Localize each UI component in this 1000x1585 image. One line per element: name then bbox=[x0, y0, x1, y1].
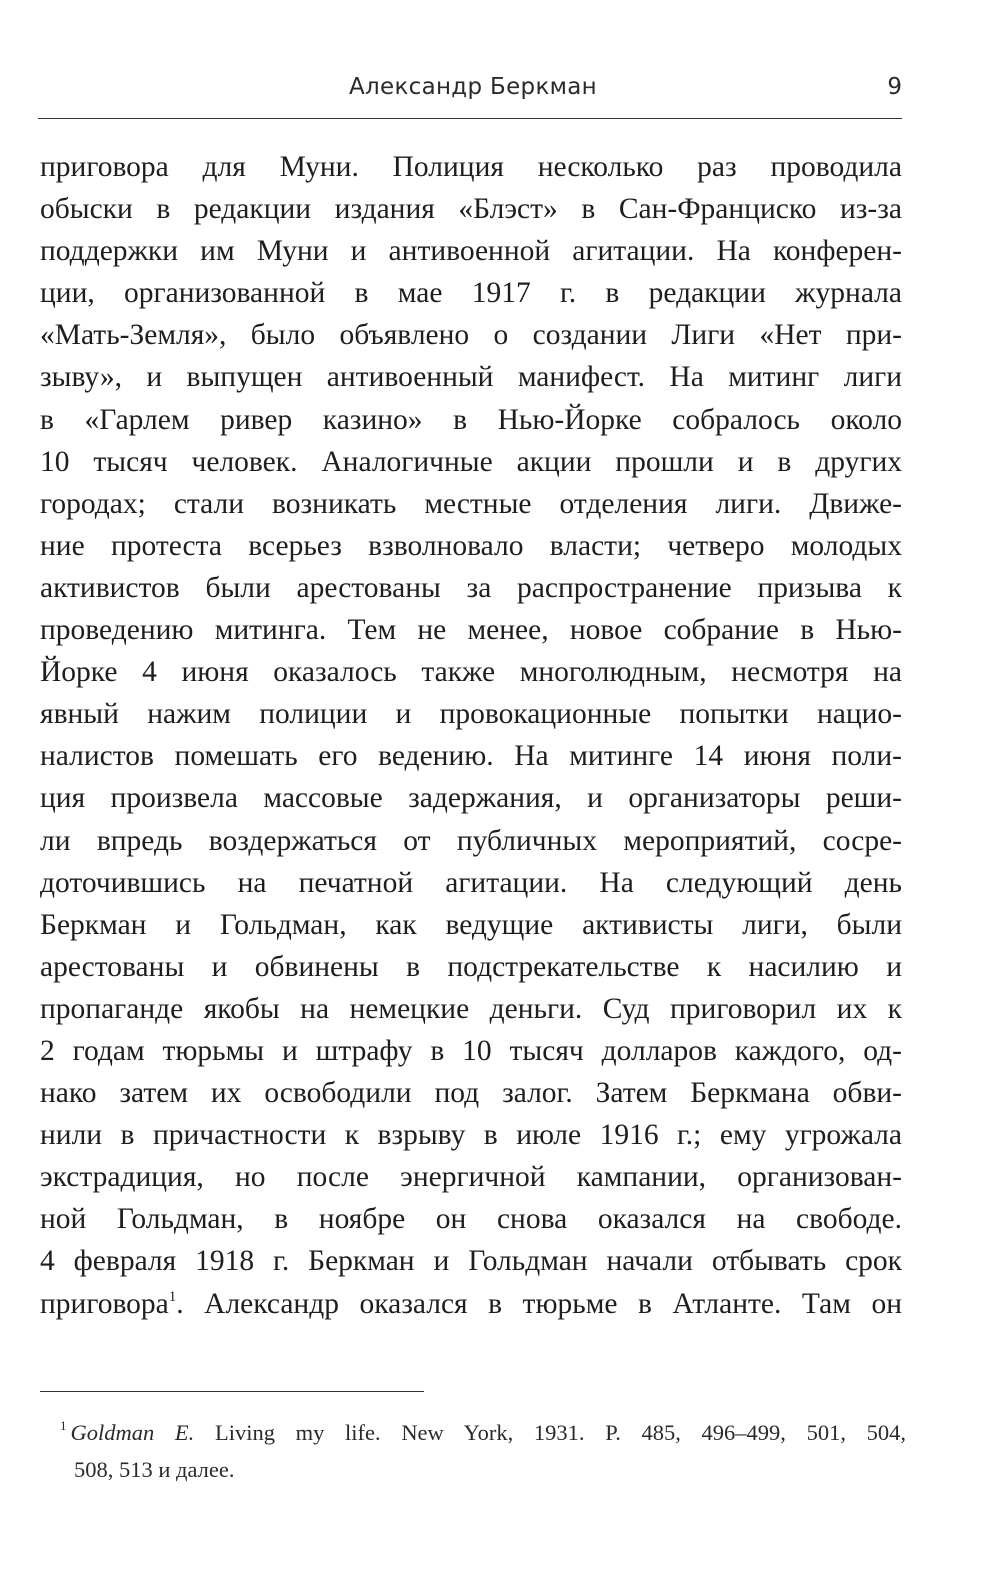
text-line: экстрадиция, но после энергичной кампании, организован- bbox=[40, 1161, 902, 1194]
footnote-marker: 1 bbox=[60, 1418, 67, 1433]
text-line: налистов помешать его ведению. На митинге 14 июня поли- bbox=[40, 740, 902, 773]
running-head bbox=[38, 74, 908, 106]
footnote-line: 508, 513 и далее. bbox=[74, 1457, 235, 1482]
text-line: зыву», и выпущен антивоенный манифест. На митинг лиги bbox=[40, 361, 902, 394]
text-line: Беркман и Гольдман, как ведущие активисты лиги, были bbox=[40, 908, 902, 941]
text-line: ной Гольдман, в ноябре он снова оказался на свободе. bbox=[40, 1203, 902, 1236]
footnote-author: Goldman E. bbox=[70, 1420, 195, 1445]
text-line: обыски в редакции издания «Блэст» в Сан-Франциско из-за bbox=[40, 193, 902, 226]
text-line: Йорке 4 июня оказалось также многолюдным, несмотря на bbox=[40, 656, 902, 689]
text-line: «Мать-Земля», было объявлено о создании Лиги «Нет при- bbox=[40, 319, 902, 352]
text-line: 10 тысяч человек. Аналогичные акции прошли и в других bbox=[40, 445, 902, 478]
text-line: нако затем их освободили под залог. Затем Беркмана обви- bbox=[40, 1077, 902, 1110]
text-line: арестованы и обвинены в подстрекательстве к насилию и bbox=[40, 950, 902, 983]
text-line: 4 февраля 1918 г. Беркман и Гольдман начали отбывать срок bbox=[40, 1245, 902, 1278]
footnote-citation: Living my life. New York, 1931. P. 485, 496–499, 501, 504, bbox=[194, 1420, 907, 1445]
text-line: ние протеста всерьез взволновало власти; четверо молодых bbox=[40, 529, 902, 562]
text-line: поддержки им Муни и антивоенной агитации. На конферен- bbox=[40, 235, 902, 268]
text-line: проведению митинга. Тем не менее, новое собрание в Нью- bbox=[40, 614, 902, 647]
body-text bbox=[40, 146, 902, 1325]
footnote-reference[interactable]: 1 bbox=[168, 1288, 177, 1305]
text-line: городах; стали возникать местные отделения лиги. Движе- bbox=[40, 487, 902, 520]
text-line: ции, организованной в мае 1917 г. в редакции журнала bbox=[40, 277, 902, 310]
text-line: активистов были арестованы за распространение призыва к bbox=[40, 571, 902, 604]
text-line: явный нажим полиции и провокационные попытки нацио- bbox=[40, 698, 902, 731]
text-line: пропаганде якобы на немецкие деньги. Суд приговорил их к bbox=[40, 992, 902, 1025]
text-fragment: . Александр оказался в тюрьме в Атланте. Там он bbox=[176, 1287, 902, 1320]
header-rule bbox=[38, 118, 902, 119]
text-line: доточившись на печатной агитации. На следующий день bbox=[40, 866, 902, 899]
footnote-rule bbox=[40, 1391, 424, 1392]
text-line: нили в причастности к взрыву в июле 1916 г.; ему угрожала bbox=[40, 1119, 902, 1152]
footnote-line bbox=[40, 1415, 906, 1452]
text-line: ли впредь воздержаться от публичных мероприятий, сосре- bbox=[40, 824, 902, 857]
text-line: в «Гарлем ривер казино» в Нью-Йорке собралось около bbox=[40, 403, 902, 436]
footnote bbox=[40, 1415, 906, 1489]
running-title: Александр Беркман bbox=[348, 74, 598, 100]
text-fragment: приговора bbox=[40, 1287, 169, 1320]
text-line: 2 годам тюрьмы и штрафу в 10 тысяч долларов каждого, од- bbox=[40, 1034, 902, 1067]
text-line: приговора для Муни. Полиция несколько раз проводила bbox=[40, 151, 902, 183]
text-line: ция произвела массовые задержания, и организаторы реши- bbox=[40, 782, 902, 815]
page-number: 9 bbox=[887, 74, 902, 100]
text-line-with-footnote-ref bbox=[40, 1283, 902, 1325]
